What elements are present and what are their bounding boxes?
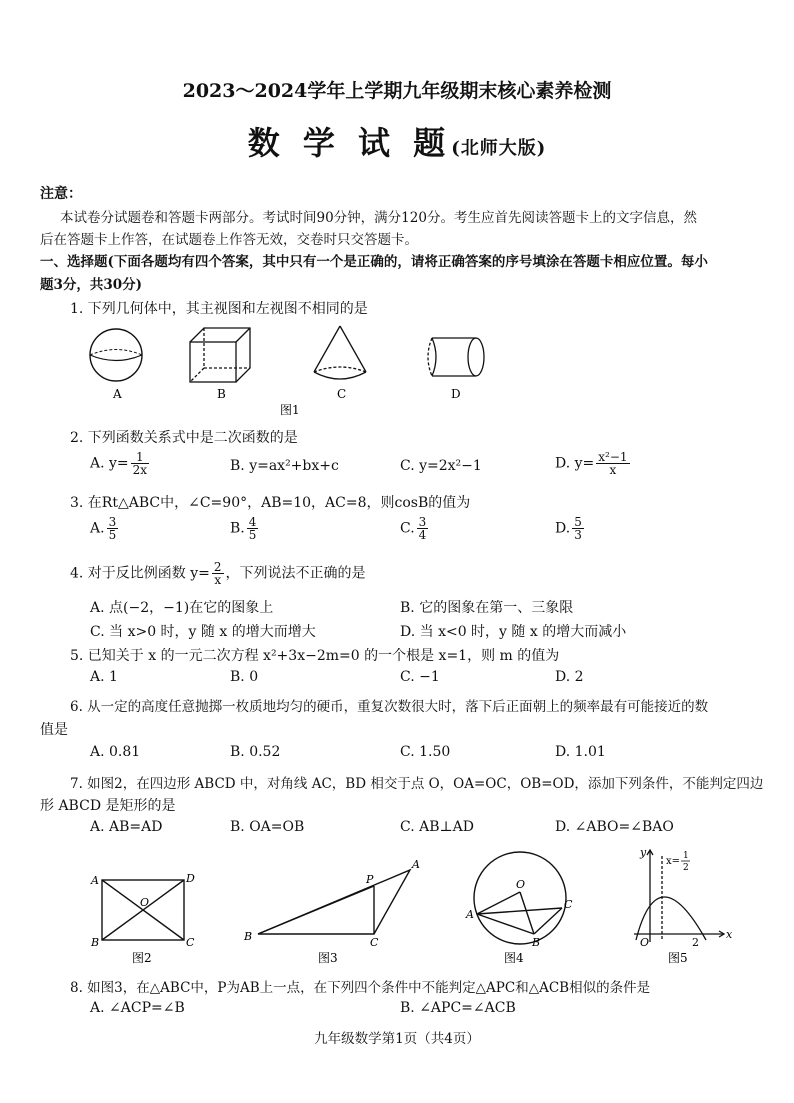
fraction-numerator: x²−1: [598, 450, 628, 464]
q4-stem-suffix: ，下列说法不正确的是: [225, 565, 366, 582]
q2-option-d: [555, 451, 632, 476]
q2-a-fraction: [131, 451, 149, 476]
section-1-line-2: 题3分，共30分): [40, 277, 143, 293]
q2-option-c: C. y=2x²−1: [400, 458, 482, 474]
q6-option-c: C. 1.50: [400, 744, 451, 760]
cube-solid: [190, 328, 250, 382]
q7-line-2: 形 ABCD 是矩形的是: [40, 798, 176, 814]
q5-option-c: C. −1: [400, 669, 440, 685]
q5-stem: 5. 已知关于 x 的一元二次方程 x²+3x−2m=0 的一个根是 x=1，则 m 的值为: [70, 648, 560, 664]
option-fraction: [417, 516, 429, 541]
fraction-denominator: 2x: [132, 463, 148, 477]
fig2-label-d: D: [186, 872, 195, 885]
page-footer: 九年级数学第1页（共4页）: [314, 1031, 480, 1047]
option-fraction: [107, 516, 119, 541]
q6-option-a: A. 0.81: [90, 744, 141, 760]
figure-2-rectangle: [85, 862, 205, 970]
q4-option-b: B. 它的图象在第一、三象限: [400, 600, 574, 616]
q2-option-a: [90, 451, 151, 476]
q4-stem: [70, 561, 366, 586]
q6-line-1: 6. 从一定的高度任意抛掷一枚质地均匀的硬币，重复次数很大时，落下后正面朝上的频率最有可能接近的数: [70, 699, 709, 715]
q4-fraction: [212, 561, 224, 586]
option-fraction: [247, 516, 259, 541]
fig5-axis-prefix: x=: [666, 856, 681, 867]
fig5-caption: 图5: [668, 951, 688, 965]
q8-option-a: A. ∠ACP=∠B: [90, 1000, 185, 1016]
fraction-denominator: 4: [418, 528, 427, 542]
fraction-numerator: 3: [418, 515, 427, 529]
q1-figure-caption: 图1: [280, 403, 300, 417]
fraction-numerator: 2: [213, 560, 222, 574]
fig3-label-a: A: [412, 858, 420, 871]
cone-solid: [314, 326, 366, 379]
q4-stem-prefix: 4. 对于反比例函数 y=: [70, 565, 210, 582]
fig2-caption: 图2: [132, 951, 152, 965]
fig5-label-x: x: [726, 928, 733, 941]
figure-3-triangle: [238, 852, 428, 970]
fraction-numerator: 5: [574, 515, 582, 529]
section-1-line-1: 一、选择题(下面各题均有四个答案，其中只有一个是正确的，请将正确答案的序号填涂在答题卡相应位置。每小: [40, 254, 708, 270]
q6-line-2: 值是: [40, 722, 68, 738]
q8-stem: 8. 如图3，在△ABC中，P为AB上一点，在下列四个条件中不能判定△APC和△ACB相似的条件是: [70, 980, 651, 996]
q7-option-b: B. OA=OB: [230, 819, 305, 835]
fig5-axis-numerator: 1: [683, 851, 689, 861]
fig4-caption: 图4: [504, 951, 524, 965]
q1-label-a: A: [113, 387, 122, 401]
q1-stem: 1. 下列几何体中，其主视图和左视图不相同的是: [70, 301, 368, 317]
fraction-denominator: 3: [574, 528, 582, 542]
q5-option-a: A. 1: [90, 669, 118, 685]
fig2-label-b: B: [91, 936, 100, 949]
notice-line-1: 本试卷分试题卷和答题卡两部分。考试时间90分钟，满分120分。考生应首先阅读答题卡上的文字信息，然: [60, 210, 697, 226]
fig3-caption: 图3: [318, 951, 338, 965]
fraction-denominator: 5: [108, 528, 117, 542]
fig4-label-c: C: [564, 898, 573, 911]
option-fraction: [572, 516, 584, 541]
q3-option-a: [90, 516, 120, 541]
q6-option-b: B. 0.52: [230, 744, 281, 760]
notice-line-2: 后在答题卡上作答，在试题卷上作答无效，交卷时只交答题卡。: [40, 232, 418, 248]
fig5-label-y: y: [640, 846, 647, 859]
fig2-label-o: O: [140, 896, 150, 909]
fig3-label-b: B: [244, 930, 253, 943]
q7-line-1: 7. 如图2，在四边形 ABCD 中，对角线 AC，BD 相交于点 O，OA=OC，OB=OD，添加下列条件，不能判定四边: [70, 776, 764, 792]
fig5-label-o: O: [640, 936, 650, 949]
fraction-numerator: 3: [108, 515, 117, 529]
q1-label-b: B: [217, 387, 226, 401]
q2-d-fraction: [596, 451, 629, 476]
figure-4-circle: [462, 842, 582, 970]
fig5-label-2: 2: [692, 936, 699, 949]
q2-stem: 2. 下列函数关系式中是二次函数的是: [70, 430, 298, 446]
fraction-denominator: 5: [248, 528, 257, 542]
cylinder-solid: [428, 338, 484, 376]
q4-option-d: D. 当 x<0 时，y 随 x 的增大而减小: [400, 624, 627, 640]
q1-label-d: D: [451, 387, 461, 401]
edition-label: (北师大版): [451, 138, 547, 159]
fraction-denominator: x: [609, 463, 617, 477]
q3-option-c: [400, 516, 430, 541]
q8-option-b: B. ∠APC=∠ACB: [400, 1000, 516, 1016]
figure-5-parabola: [628, 842, 738, 970]
q2-d-prefix: D. y=: [555, 455, 595, 472]
sphere-solid: [90, 329, 142, 381]
q7-option-d: D. ∠ABO=∠BAO: [555, 819, 674, 835]
fig4-label-o: O: [516, 878, 526, 891]
q2-option-b: B. y=ax²+bx+c: [230, 458, 339, 474]
q3-option-d: [555, 516, 586, 541]
option-prefix: C.: [400, 520, 415, 537]
q4-option-c: C. 当 x>0 时，y 随 x 的增大而增大: [90, 624, 316, 640]
q5-option-d: D. 2: [555, 669, 584, 685]
q5-option-b: B. 0: [230, 669, 259, 685]
q1-solids-figure: [80, 322, 500, 422]
fig5-axis-denominator: 2: [683, 863, 689, 873]
q7-option-c: C. AB⊥AD: [400, 819, 475, 835]
fraction-denominator: x: [214, 573, 222, 587]
option-prefix: A.: [90, 520, 105, 537]
subject-name: 数 学 试 题: [247, 124, 452, 162]
option-prefix: D.: [555, 520, 571, 537]
q3-stem: 3. 在Rt△ABC中，∠C=90°，AB=10，AC=8，则cosB的值为: [70, 495, 471, 511]
q1-label-c: C: [337, 387, 347, 401]
option-prefix: B.: [230, 520, 245, 537]
q4-option-a: A. 点(−2，−1)在它的图象上: [90, 600, 274, 616]
fraction-numerator: 1: [131, 451, 149, 464]
notice-label: 注意：: [40, 186, 82, 202]
fraction-numerator: 4: [248, 515, 257, 529]
q2-a-prefix: A. y=: [90, 455, 129, 472]
q7-option-a: A. AB=AD: [90, 819, 163, 835]
q3-option-b: [230, 516, 260, 541]
q6-option-d: D. 1.01: [555, 744, 606, 760]
fig3-label-c: C: [370, 936, 379, 949]
subject-title: [0, 118, 794, 164]
fig2-label-a: A: [91, 874, 99, 887]
fig4-label-b: B: [532, 936, 541, 949]
fig2-label-c: C: [186, 936, 195, 949]
exam-title: 2023～2024学年上学期九年级期末核心素养检测: [182, 80, 612, 102]
fig4-label-a: A: [466, 908, 474, 921]
fig3-label-p: P: [366, 873, 374, 886]
